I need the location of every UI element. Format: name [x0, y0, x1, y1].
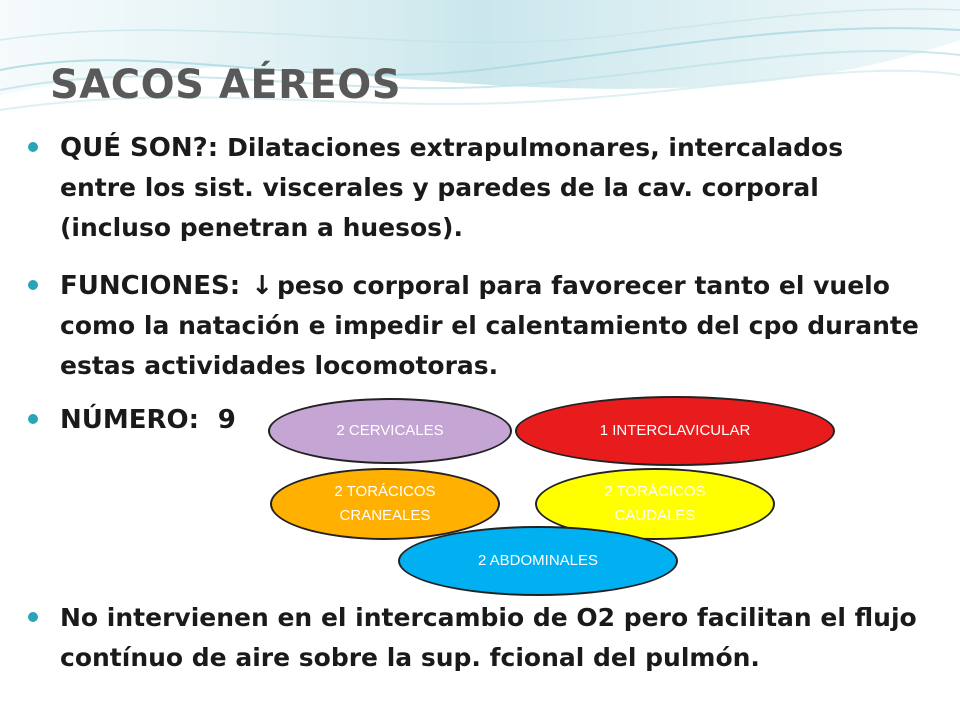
bullet-no-intervienen — [60, 598, 920, 678]
que-son-label: QUÉ SON?: — [60, 133, 228, 163]
bullet-dot — [28, 280, 38, 290]
no-intervienen-text: No intervienen en el intercambio de O2 pero facilitan el flujo contínuo de aire sobre la sup. fcional del pulmón. — [60, 603, 917, 672]
oval-interclavicular-label: 1 INTERCLAVICULAR — [599, 422, 751, 439]
oval-cervicales — [268, 398, 512, 464]
oval-cervicales-label: 2 CERVICALES — [336, 422, 444, 439]
oval-abdominales — [398, 526, 678, 596]
bullet-funciones — [60, 266, 920, 386]
oval-abdominales-label: 2 ABDOMINALES — [477, 552, 599, 569]
oval-toracicos-caudales-label: 2 TORÁCICOS CAUDALES — [604, 483, 706, 524]
que-son-text: Dilataciones extrapulmonares, intercalados entre los sist. viscerales y paredes de la cav. corporal (incluso penetran a huesos). — [60, 133, 844, 242]
bullet-dot — [28, 414, 38, 424]
down-arrow-icon: ↓ — [251, 271, 273, 301]
slide-title: SACOS AÉREOS — [50, 62, 402, 108]
oval-interclavicular — [515, 396, 835, 466]
bullet-dot — [28, 142, 38, 152]
bullet-dot — [28, 612, 38, 622]
numero-value: 9 — [217, 405, 236, 435]
funciones-text: peso corporal para favorecer tanto el vuelo como la natación e impedir el calentamiento del cpo durante estas actividades locomotoras. — [60, 271, 919, 380]
oval-toracicos-craneales-label: 2 TORÁCICOS CRANEALES — [334, 483, 436, 524]
oval-toracicos-craneales — [270, 468, 500, 540]
bullet-que-son — [60, 128, 920, 248]
numero-label: NÚMERO: — [60, 405, 200, 435]
funciones-label: FUNCIONES: — [60, 271, 250, 301]
